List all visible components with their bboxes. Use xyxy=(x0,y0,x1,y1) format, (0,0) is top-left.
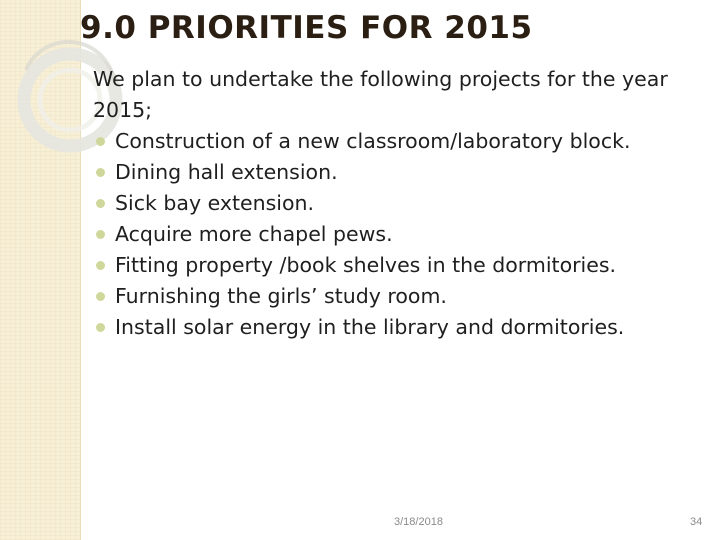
list-item xyxy=(93,219,708,250)
list-item-text: Furnishing the girls’ study room. xyxy=(115,284,447,308)
list-item-text: Fitting property /book shelves in the dormitories. xyxy=(115,253,617,277)
footer-date: 3/18/2018 xyxy=(394,516,443,528)
circle-bullet-icon xyxy=(96,168,105,177)
slide-title: 9.0 PRIORITIES FOR 2015 xyxy=(80,10,533,46)
page-number: 34 xyxy=(690,516,703,528)
list-item-text: Acquire more chapel pews. xyxy=(115,222,393,246)
list-item xyxy=(93,126,708,157)
list-item-text: Sick bay extension. xyxy=(115,191,315,215)
circle-bullet-icon xyxy=(96,323,105,332)
circle-bullet-icon xyxy=(96,199,105,208)
list-item xyxy=(93,157,708,188)
list-item xyxy=(93,281,708,312)
list-item-text: Install solar energy in the library and dormitories. xyxy=(115,315,625,339)
circle-bullet-icon xyxy=(96,261,105,270)
list-item-text: Dining hall extension. xyxy=(115,160,338,184)
list-item xyxy=(93,312,708,343)
intro-text: We plan to undertake the following projects for the year 2015; xyxy=(93,67,668,122)
list-item xyxy=(93,188,708,219)
circle-bullet-icon xyxy=(96,292,105,301)
circle-bullet-icon xyxy=(96,137,105,146)
list-item-text: Construction of a new classroom/laboratory block. xyxy=(115,129,631,153)
list-item xyxy=(93,250,708,281)
priority-list xyxy=(93,126,708,343)
circle-bullet-icon xyxy=(96,230,105,239)
slide-body xyxy=(93,64,708,343)
